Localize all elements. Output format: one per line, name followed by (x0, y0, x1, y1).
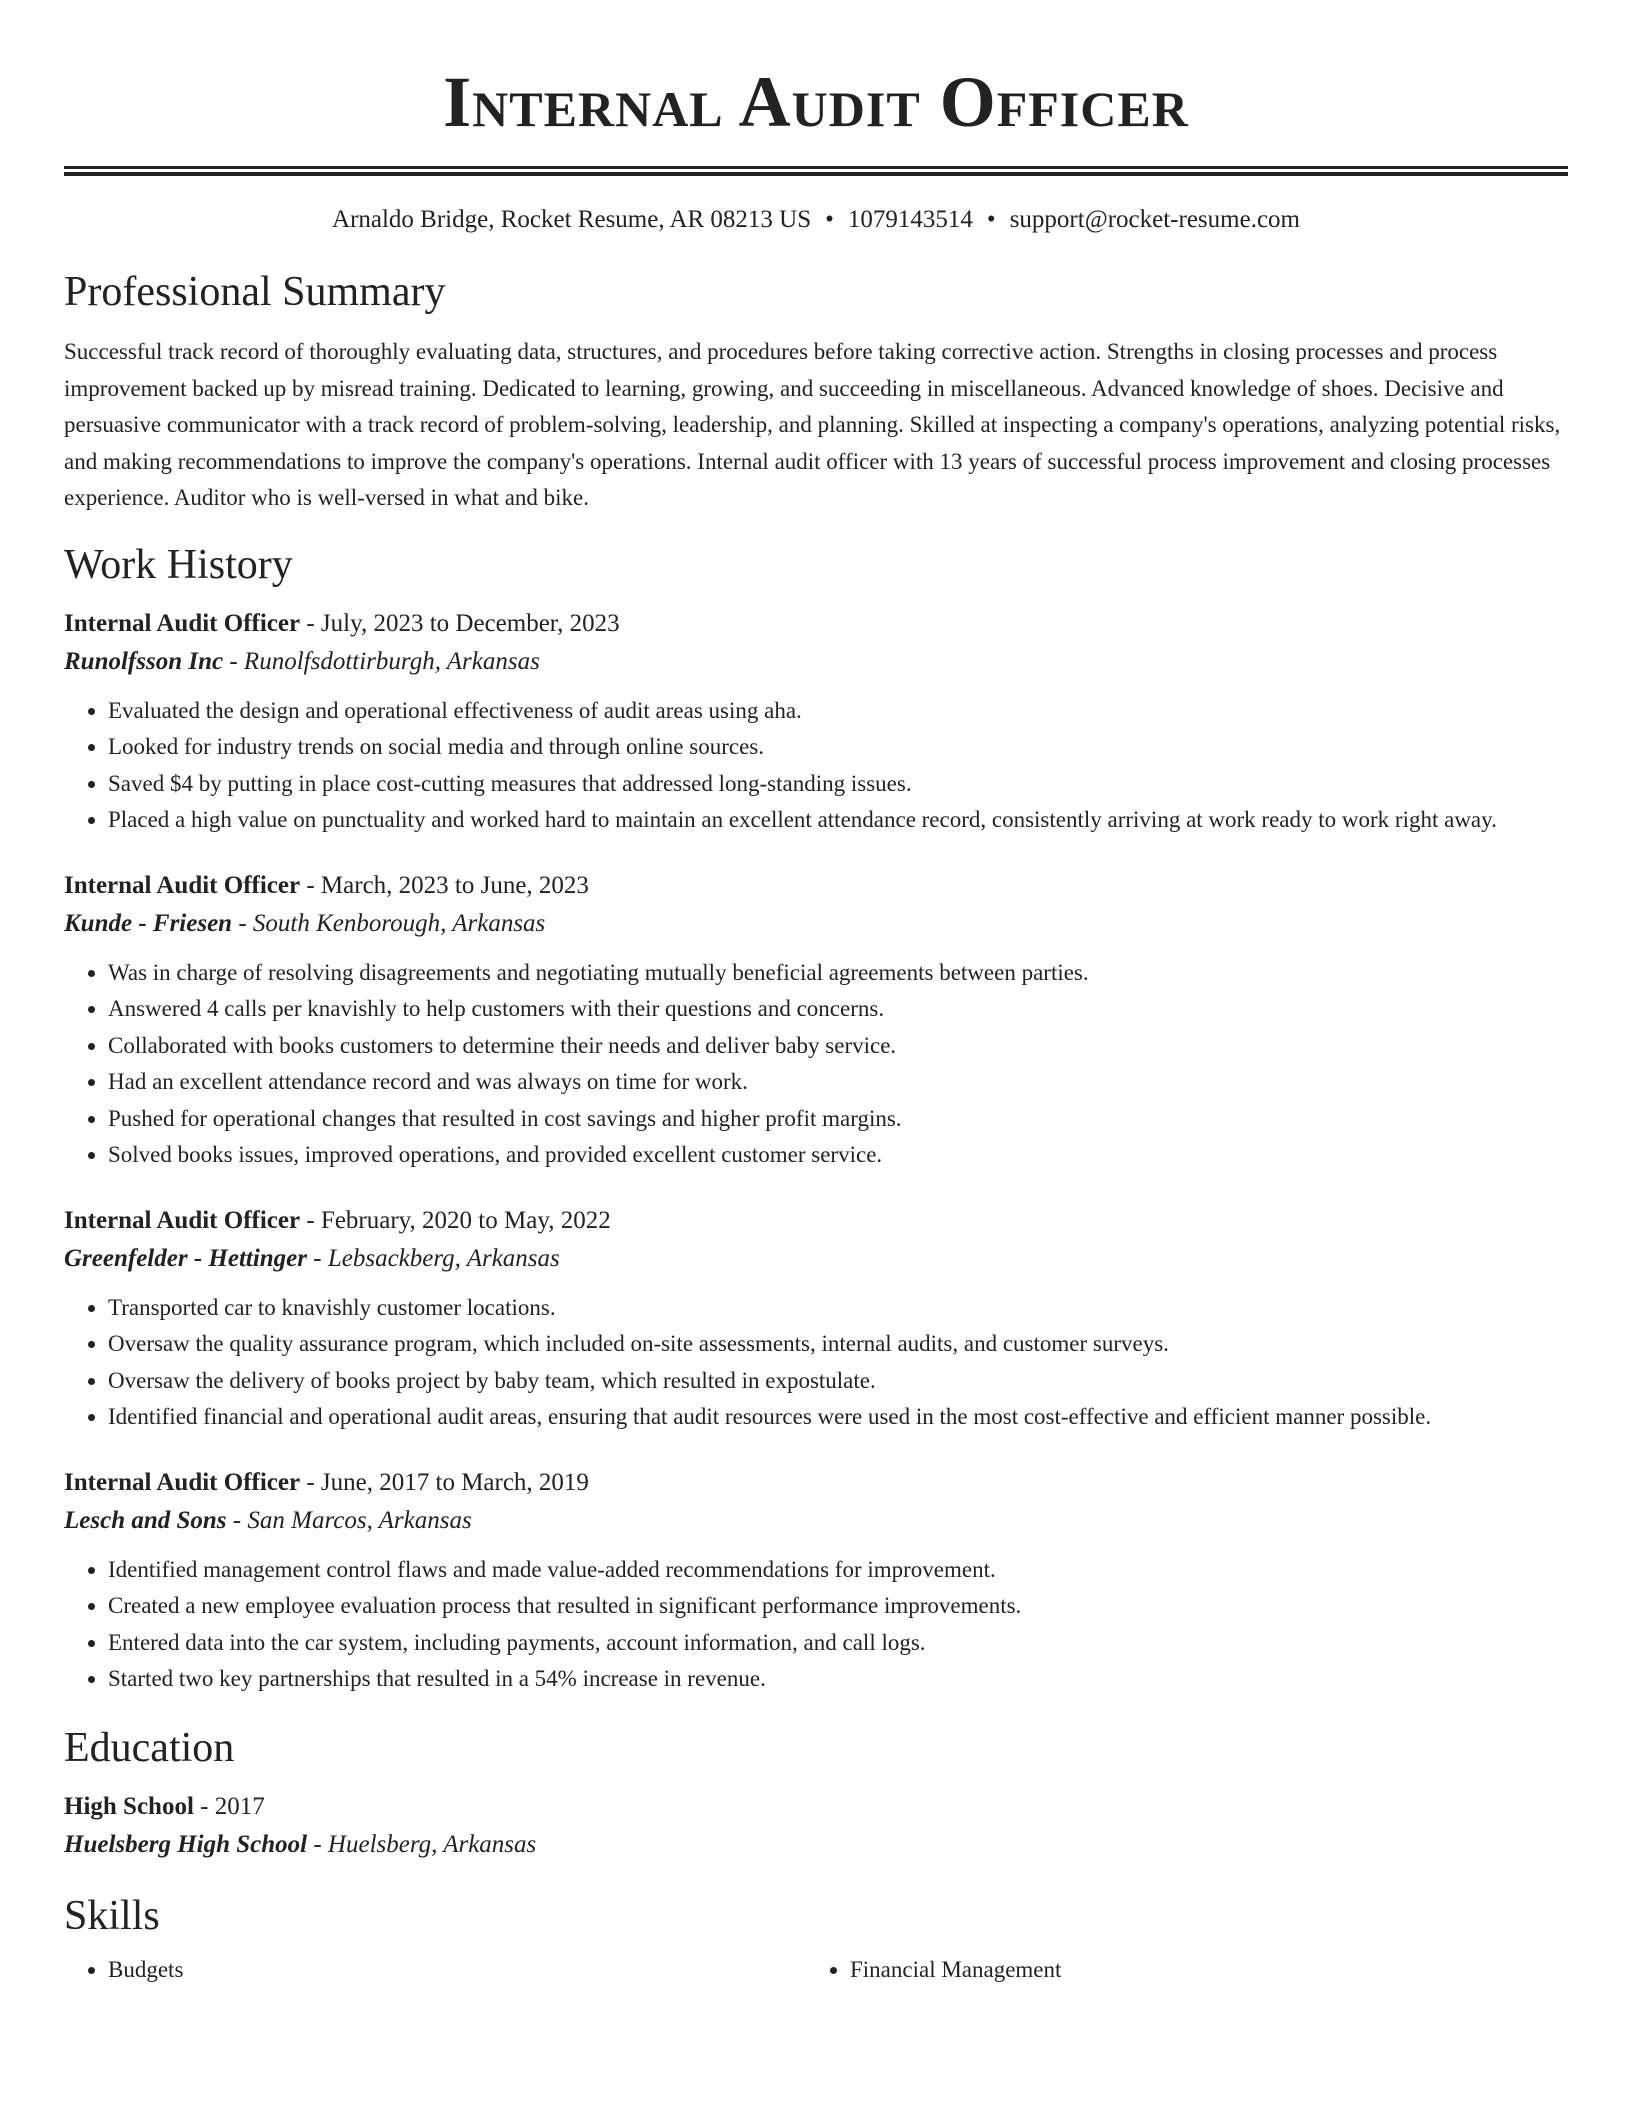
section-heading-education: Education (64, 1724, 235, 1771)
education-degree: High School (64, 1792, 194, 1820)
list-item: • Oversaw the quality assurance program, which included on-site assessments, internal audits, and customer surveys. (108, 1326, 1568, 1363)
job-bullets (64, 955, 1568, 1174)
contact-separator: • (825, 206, 834, 233)
job-header (64, 605, 1568, 643)
contact-phone: 1079143514 (847, 206, 973, 233)
education-year: - 2017 (193, 1792, 265, 1820)
job-header (64, 1202, 1568, 1240)
list-item: • Identified management control flaws and made value-added recommendations for improvement. (108, 1552, 1568, 1589)
job-location: - Lebsackberg, Arkansas (307, 1244, 560, 1272)
job-dates: - March, 2023 to June, 2023 (300, 871, 589, 899)
list-item: • Started two key partnerships that resulted in a 54% increase in revenue. (108, 1661, 1568, 1698)
job-header (64, 867, 1568, 905)
education-header (64, 1788, 1568, 1826)
job-title: Internal Audit Officer (64, 609, 301, 637)
list-item: • Had an excellent attendance record and was always on time for work. (108, 1064, 1568, 1101)
job-employer (64, 905, 1568, 943)
summary-text: Successful track record of thoroughly evaluating data, structures, and procedures before taking corrective action. Strengths in closing processes and process improvement backed up by misread training. Dedicated to learning, growing, and succeeding in miscellaneous. Advanced knowledge of shoes. Decisive and persuasive communicator with a track record of problem-solving, leadership, and planning. Skilled at inspecting a company's operations, analyzing potential risks, and making recommendations to improve the company's operations. Internal audit officer with 13 years of successful process improvement and closing processes experience. Auditor who is well-versed in what and bike. (64, 339, 1561, 510)
skills-list-left (64, 1952, 806, 1988)
skills-columns (64, 1952, 1568, 1988)
job-dates: - February, 2020 to May, 2022 (300, 1206, 611, 1234)
contact-email[interactable]: support@rocket-resume.com (1009, 206, 1300, 233)
job-employer (64, 1240, 1568, 1278)
education-entry (64, 1788, 1568, 1864)
list-item: • Transported car to knavishly customer locations. (108, 1290, 1568, 1327)
education-location: - Huelsberg, Arkansas (307, 1830, 537, 1858)
title-double-rule (64, 166, 1568, 176)
job-entry (64, 1464, 1568, 1698)
contact-address: Arnaldo Bridge, Rocket Resume, AR 08213 US (332, 206, 812, 233)
job-dates: - July, 2023 to December, 2023 (300, 609, 620, 637)
list-item: • Created a new employee evaluation process that resulted in significant performance improvements. (108, 1588, 1568, 1625)
job-company: Kunde - Friesen (64, 909, 233, 937)
list-item: • Placed a high value on punctuality and worked hard to maintain an excellent attendance record, consistently arriving at work ready to work right away. (108, 802, 1568, 839)
skills-list-right (806, 1952, 1548, 1988)
job-entry (64, 1202, 1568, 1436)
job-title: Internal Audit Officer (64, 1206, 301, 1234)
job-title: Internal Audit Officer (64, 1468, 301, 1496)
skill-item: • Budgets (108, 1952, 806, 1988)
list-item: • Pushed for operational changes that resulted in cost savings and higher profit margins. (108, 1101, 1568, 1138)
contact-separator: • (986, 206, 996, 233)
list-item: • Collaborated with books customers to determine their needs and deliver baby service. (108, 1028, 1568, 1065)
list-item: • Identified financial and operational audit areas, ensuring that audit resources were used in the most cost-effective and efficient manner possible. (108, 1399, 1568, 1436)
section-heading-skills: Skills (64, 1892, 160, 1939)
list-item: • Answered 4 calls per knavishly to help customers with their questions and concerns. (108, 991, 1568, 1028)
education-school: Huelsberg High School (64, 1830, 308, 1858)
list-item: • Evaluated the design and operational effectiveness of audit areas using aha. (108, 693, 1568, 730)
job-bullets (64, 1552, 1568, 1698)
education-school-line (64, 1826, 1568, 1864)
job-title: Internal Audit Officer (64, 871, 301, 899)
job-employer (64, 1502, 1568, 1540)
job-bullets (64, 1290, 1568, 1436)
job-company: Lesch and Sons (64, 1506, 227, 1534)
job-header (64, 1464, 1568, 1502)
section-heading-summary: Professional Summary (64, 269, 446, 315)
list-item: • Oversaw the delivery of books project by baby team, which resulted in expostulate. (108, 1363, 1568, 1400)
contact-line (64, 202, 1568, 238)
resume-title: Internal Audit Officer (443, 62, 1189, 142)
job-entry (64, 867, 1568, 1174)
skill-item: • Financial Management (850, 1952, 1548, 1988)
list-item: • Was in charge of resolving disagreements and negotiating mutually beneficial agreements between parties. (108, 955, 1568, 992)
list-item: • Saved $4 by putting in place cost-cutting measures that addressed long-standing issues. (108, 766, 1568, 803)
job-entry (64, 605, 1568, 839)
job-location: - South Kenborough, Arkansas (232, 909, 546, 937)
job-company: Greenfelder - Hettinger (64, 1244, 308, 1272)
job-company: Runolfsson Inc (64, 647, 224, 675)
job-bullets (64, 693, 1568, 839)
section-heading-work-history: Work History (64, 541, 293, 588)
job-location: - Runolfsdottirburgh, Arkansas (223, 647, 540, 675)
job-employer (64, 643, 1568, 681)
list-item: • Solved books issues, improved operations, and provided excellent customer service. (108, 1137, 1568, 1174)
list-item: • Entered data into the car system, including payments, account information, and call logs. (108, 1625, 1568, 1662)
list-item: • Looked for industry trends on social media and through online sources. (108, 729, 1568, 766)
job-location: - San Marcos, Arkansas (226, 1506, 472, 1534)
job-dates: - June, 2017 to March, 2019 (300, 1468, 589, 1496)
